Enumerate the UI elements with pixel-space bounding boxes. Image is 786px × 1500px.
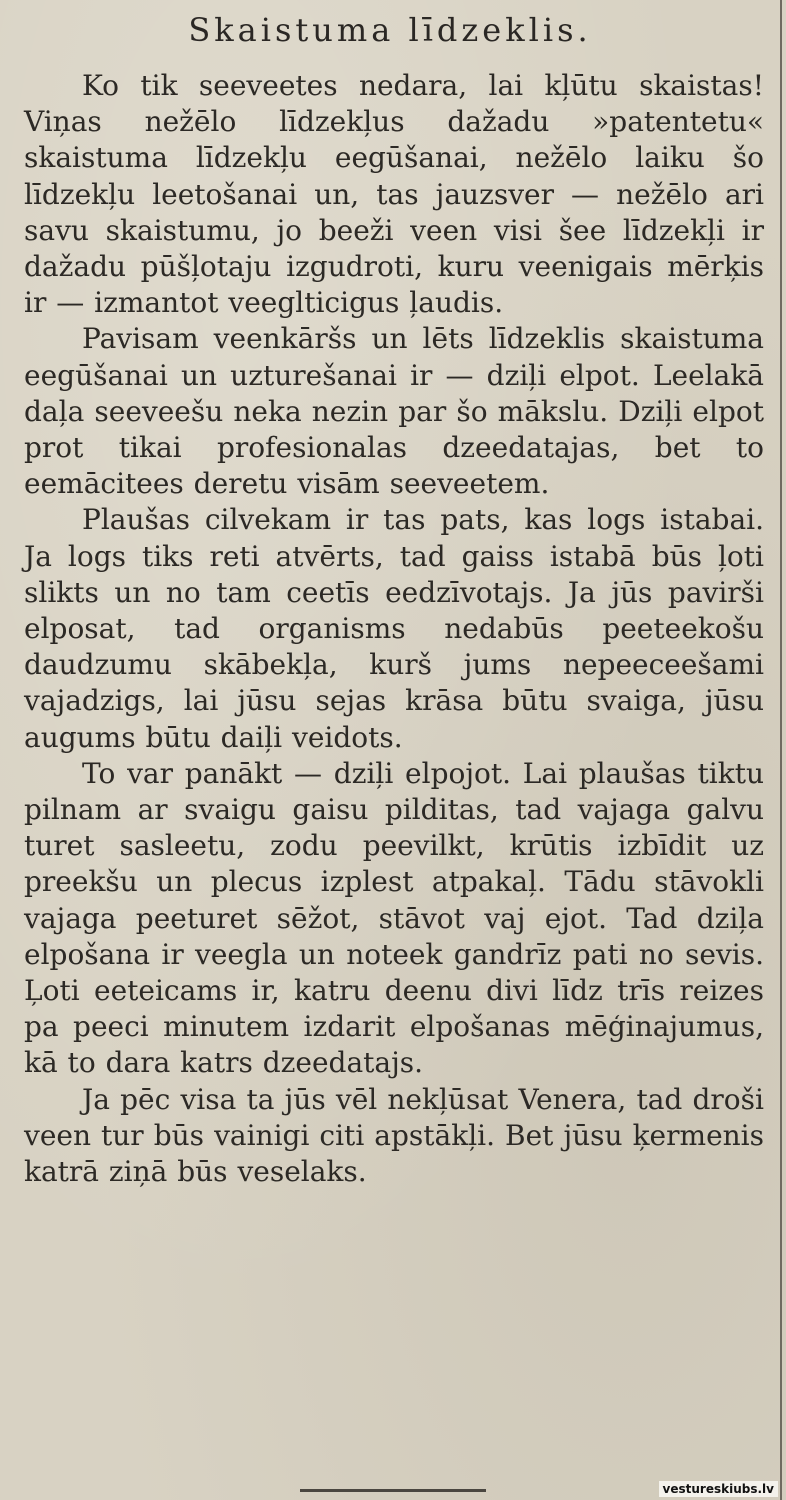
article-paragraph: To var panākt — dziļi elpojot. Lai plaušas tiktu pilnam ar svaigu gaisu pilditas, tad vajaga galvu turet sasleetu, zodu peevilkt, krūtis izbīdit uz preekšu un plecus izplest atpakaļ. Tādu stāvokli vajaga peeturet sēžot, stāvot vaj ejot. Tad dziļa elpošana ir veegla un noteek gandrīz pati no sevis. Ļoti eeteicams ir, katru deenu divi līdz trīs reizes pa peeci minutem izdarit elpošanas mēģinajumus, kā to dara katrs dzeedatajs. bbox=[24, 756, 764, 1080]
column-divider bbox=[780, 0, 782, 1500]
source-watermark: vestureskiubs.lv bbox=[659, 1481, 778, 1497]
article-body bbox=[24, 68, 764, 1190]
end-rule bbox=[300, 1489, 486, 1492]
article-paragraph: Ja pēc visa ta jūs vēl nekļūsat Venera, tad droši veen tur būs vainigi citi apstākļi. Bet jūsu ķermenis katrā ziņā būs veselaks. bbox=[24, 1082, 764, 1189]
article-title: Skaistuma līdzeklis. bbox=[188, 11, 592, 49]
article-paragraph: Plaušas cilvekam ir tas pats, kas logs istabai. Ja logs tiks reti atvērts, tad gaiss istabā būs ļoti slikts un no tam ceetīs eedzīvotajs. Ja jūs pavirši elposat, tad organisms nedabūs peeteekošu daudzumu skābekļa, kurš jums nepeeceešami vajadzigs, lai jūsu sejas krāsa būtu svaiga, jūsu augums būtu daiļi veidots. bbox=[24, 503, 764, 754]
article-paragraph: Ko tik seeveetes nedara, lai kļūtu skaistas! Viņas nežēlo līdzekļus dažadu »patentetu« skaistuma līdzekļu eegūšanai, nežēlo laiku šo līdzekļu leetošanai un, tas jauzsver — nežēlo ari savu skaistumu, jo beeži veen visi šee līdzekļi ir dažadu pūšļotaju izgudroti, kuru veenigais mērķis ir — izmantot veeglticigus ļaudis. bbox=[24, 69, 764, 320]
article-paragraph: Pavisam veenkāršs un lēts līdzeklis skaistuma eegūšanai un uzturešanai ir — dziļi elpot. Leelakā daļa seeveešu neka nezin par šo mākslu. Dziļi elpot prot tikai profesionalas dzeedatajas, bet to eemācitees deretu visām seeveetem. bbox=[24, 322, 764, 501]
